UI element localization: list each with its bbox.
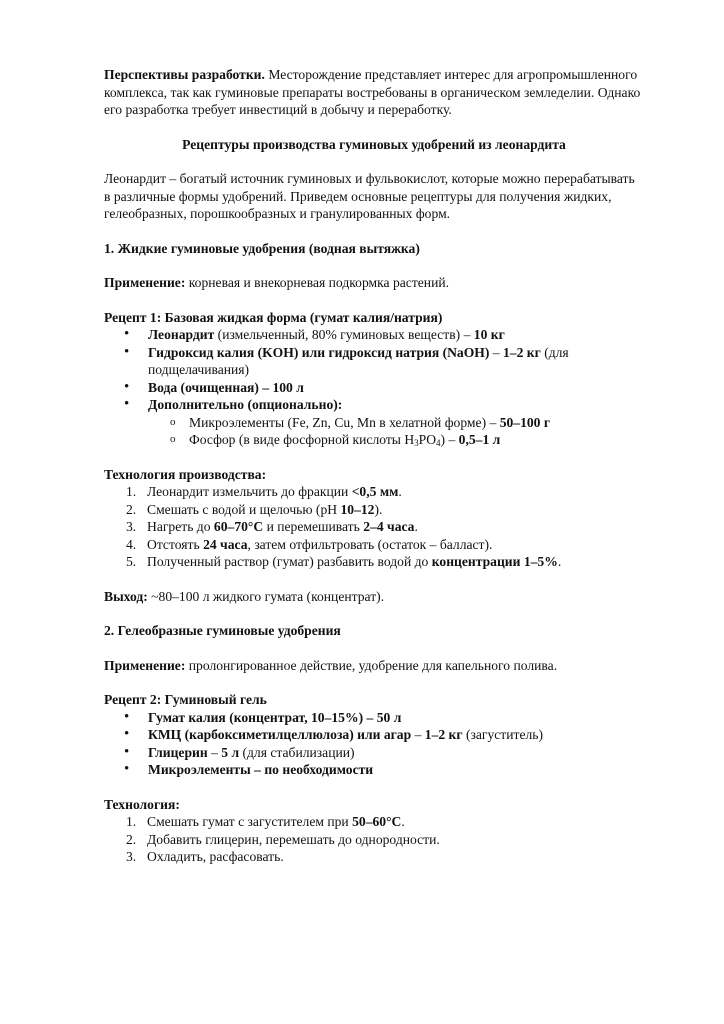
section2-tech-label: Технология: bbox=[104, 796, 180, 812]
list-item: • Вода (очищенная) – 100 л bbox=[104, 379, 644, 397]
section1-application: Применение: корневая и внекорневая подкормка растений. bbox=[104, 275, 450, 290]
section1-tech-label: Технология производства: bbox=[104, 466, 267, 482]
list-item: 1. Леонардит измельчить до фракции <0,5 мм. bbox=[126, 484, 402, 499]
section2-steps bbox=[104, 813, 644, 866]
list-item: • Гидроксид калия (KOH) или гидроксид натрия (NaOH) – 1–2 кг (для подщелачивания) bbox=[104, 344, 644, 379]
list-item: • Микроэлементы – по необходимости bbox=[104, 761, 644, 779]
list-item: 4. Отстоять 24 часа, затем отфильтровать (остаток – балласт). bbox=[126, 536, 493, 552]
list-item: • КМЦ (карбоксиметилцеллюлоза) или агар – 1–2 кг (загуститель) bbox=[104, 726, 644, 744]
list-item: 2. Добавить глицерин, перемешать до однородности. bbox=[126, 831, 440, 847]
section1-steps bbox=[104, 483, 644, 571]
list-item: o Микроэлементы (Fe, Zn, Cu, Mn в хелатной форме) – 50–100 г bbox=[104, 414, 644, 432]
document-page bbox=[104, 66, 644, 866]
lead-paragraph: Леонардит – богатый источник гуминовых и фульвокислот, которые можно перерабатывать в различные формы удобрений. Приведем основные рецептуры для получения жидких, гелеобразных, порошкообразных и гранулированных форм. bbox=[104, 171, 635, 221]
list-item: • Леонардит (измельченный, 80% гуминовых веществ) – 10 кг bbox=[104, 326, 644, 344]
recipe2-title: Рецепт 2: Гуминовый гель bbox=[104, 692, 267, 707]
document-title: Рецептуры производства гуминовых удобрений из леонардита bbox=[182, 136, 566, 152]
recipe1-title: Рецепт 1: Базовая жидкая форма (гумат калия/натрия) bbox=[104, 309, 443, 325]
list-item: 3. Охладить, расфасовать. bbox=[126, 849, 284, 864]
intro-paragraph bbox=[104, 66, 644, 119]
section1-heading: 1. Жидкие гуминовые удобрения (водная вытяжка) bbox=[104, 240, 420, 256]
list-item: 3. Нагреть до 60–70°C и перемешивать 2–4 часа. bbox=[126, 519, 418, 534]
recipe1-optional-subitems bbox=[148, 414, 644, 449]
recipe2-ingredients bbox=[104, 709, 644, 779]
list-item: • Дополнительно (опционально): o Микроэлементы (Fe, Zn, Cu, Mn в хелатной форме) – 50–100 г o Фосфор (в виде фосфорной кислоты $H_3PO_4) - 0,5-1$ л bbox=[104, 396, 644, 449]
list-item: 2. Смешать с водой и щелочью (pH 10–12). bbox=[126, 501, 383, 517]
section2-heading: 2. Гелеобразные гуминовые удобрения bbox=[104, 623, 341, 638]
list-item: 5. Полученный раствор (гумат) разбавить водой до концентрации 1–5%. bbox=[126, 554, 562, 569]
list-item: 1. Смешать гумат с загустителем при 50–60°C. bbox=[126, 814, 405, 829]
list-item: • Гумат калия (концентрат, 10–15%) – 50 л bbox=[104, 709, 644, 727]
list-item: o Фосфор (в виде фосфорной кислоты $H_3PO_4) - 0,5-1$ л bbox=[104, 431, 644, 449]
section2-application: Применение: пролонгированное действие, удобрение для капельного полива. bbox=[104, 657, 558, 673]
intro-text: Месторождение представляет интерес для агропромышленного комплекса, так как гуминовые препараты востребованы в органическом земледелии. Однако его разработка требует инвестиций в добычу и переработку. bbox=[104, 67, 641, 117]
intro-bold: Перспективы разработки. bbox=[104, 67, 265, 82]
recipe1-ingredients bbox=[104, 326, 644, 449]
list-item: • Глицерин – 5 л (для стабилизации) bbox=[104, 744, 644, 762]
section1-output: Выход: ~80–100 л жидкого гумата (концентрат). bbox=[104, 588, 385, 604]
